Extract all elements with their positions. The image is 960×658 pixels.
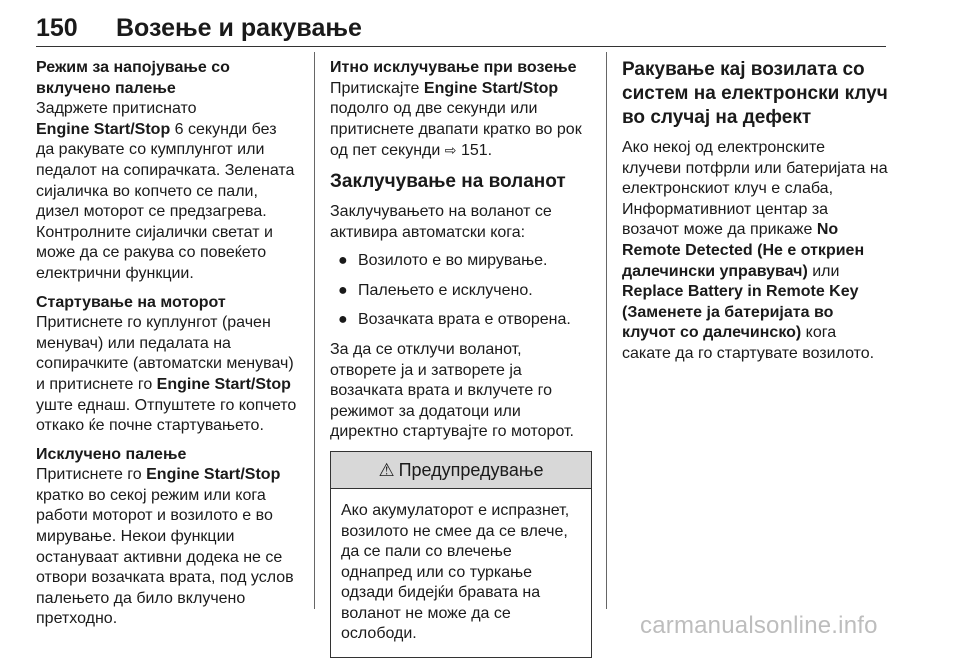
page-number: 150 <box>36 14 78 42</box>
paragraph <box>622 138 888 365</box>
section-emergency-shutdown <box>330 58 592 162</box>
header-rule <box>36 46 886 47</box>
warning-icon: ⚠ <box>378 459 395 480</box>
paragraph <box>36 313 298 437</box>
section-ignition-power <box>36 58 298 285</box>
section-title: Стартување на моторот <box>36 293 226 311</box>
list-item-text: Возилото е во мирување. <box>358 252 548 270</box>
text: Притискајте <box>330 79 424 97</box>
message-name: Replace Battery in Remote Key (Заменете ја батеријата во клучот со далечинско) <box>622 283 859 342</box>
list-item <box>330 310 592 331</box>
column-divider <box>606 52 607 609</box>
list-item-text: Возачката врата е отворена. <box>358 311 571 329</box>
bullet-icon: ● <box>338 281 348 299</box>
section-engine-start <box>36 293 298 437</box>
section-heading: Заклучување на воланот <box>330 170 566 192</box>
text: 6 секунди без да ракувате со кумплунгот или педалот на сопирачката. Зелената сијаличка во копчето се пали, дизел моторот се предзагрева. Контролните сијалички светат и може да се ракува со повеќето електрични функции. <box>36 120 295 282</box>
button-name: Engine Start/Stop <box>156 375 291 393</box>
text: уште еднаш. Отпуштете го копчето откако ќе почне стартувањето. <box>36 396 297 435</box>
watermark: carmanualsonline.info <box>640 612 878 639</box>
column-right <box>622 58 888 365</box>
text: кратко во секој режим или кога работи моторот и возилото е во мирување. Некои функции остануваат активни додека не се отвори возачката врата, под услов палењето да било вклучено претходно. <box>36 486 294 628</box>
bullet-list <box>330 251 592 331</box>
text: Притиснете го <box>36 466 147 484</box>
text: Притиснете го куплунгот (рачен менувач) или педалата на сопирачките (автоматски менувач) и притиснете го <box>36 314 294 393</box>
section-ignition-off <box>36 445 298 630</box>
section-title: Режим за напојување со вклучено палење <box>36 59 230 97</box>
text: кога сакате да го стартувате возилото. <box>622 324 875 362</box>
section-title: Исклучено палење <box>36 445 187 463</box>
warning-box <box>330 451 592 658</box>
button-name: Engine Start/Stop <box>146 466 281 484</box>
paragraph: За да се отклучи воланот, отворете ја и затворете ја возачката врата и вклучете го режимот за додатоци или директно стартувајте го моторот. <box>330 340 574 441</box>
paragraph: Заклучувањето на воланот се активира автоматски кога: <box>330 202 552 241</box>
page-header <box>36 0 886 46</box>
text: Ако некој од електронските клучеви потфрли или батеријата на електронскиот клуч е слаба, Информативниот центар за возачот може да прикаже <box>622 139 888 239</box>
button-name: Engine Start/Stop <box>423 79 559 97</box>
warning-header <box>331 452 591 489</box>
column-left <box>36 58 298 638</box>
list-item <box>330 281 592 302</box>
bullet-icon: ● <box>338 252 348 270</box>
bullet-icon: ● <box>338 311 348 329</box>
paragraph <box>36 465 298 630</box>
section-title: Итно исклучување при возење <box>330 59 577 76</box>
text: Задржете притиснато <box>36 100 197 118</box>
text: подолго од две секунди или притиснете двапати кратко во рок од пет секунди <box>330 100 582 160</box>
paragraph <box>330 79 592 162</box>
arrow-right-icon: ⇨ <box>444 142 457 159</box>
warning-text: Ако акумулаторот е испразнет, возилото не смее да се влече, да се пали со влечење однапред или со туркање одзади бидејќи бравата на воланот не може да се ослободи. <box>341 501 570 643</box>
warning-title: Предупредување <box>398 459 544 480</box>
page-reference[interactable]: 151. <box>456 142 493 160</box>
column-middle <box>330 58 592 658</box>
column-divider <box>314 52 315 609</box>
section-heading: Ракување кај возилата со систем на електронски клуч во случај на дефект <box>622 59 888 128</box>
paragraph <box>36 99 298 284</box>
list-item <box>330 251 592 272</box>
page-title: Возење и ракување <box>116 14 362 42</box>
text: или <box>807 262 840 280</box>
button-name: Engine Start/Stop <box>36 120 171 138</box>
message-name: No Remote Detected (Не е откриен далечински управувач) <box>622 221 865 280</box>
list-item-text: Палењето е исклучено. <box>358 281 533 299</box>
